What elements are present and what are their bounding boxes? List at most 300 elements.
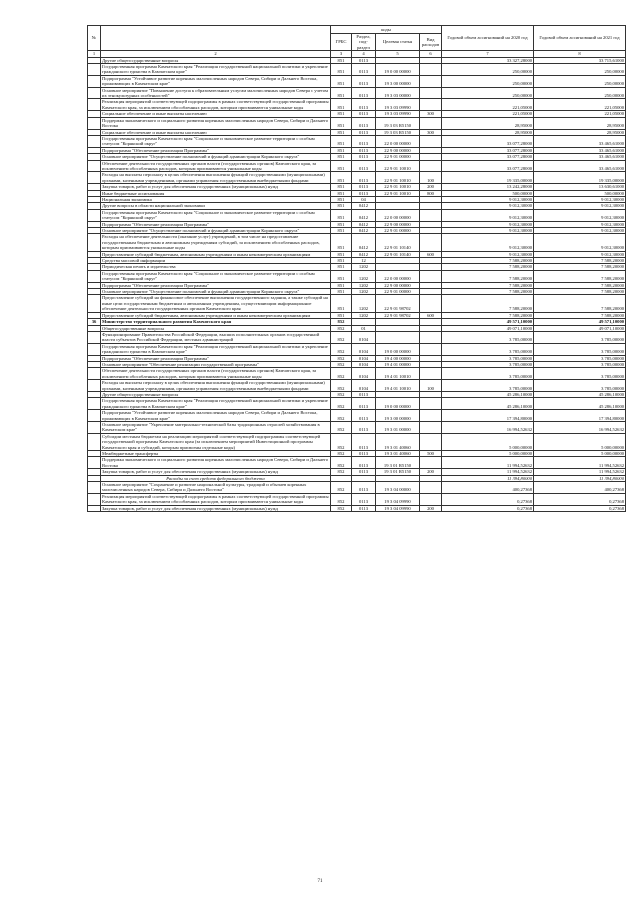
row-expense-type	[420, 87, 442, 99]
row-grbs: 851	[331, 203, 352, 209]
row-amount-2020: 5 000,00000	[442, 433, 534, 450]
row-amount-2021: 11 994,52632	[534, 457, 626, 469]
row-name: Государственная программа Камчатского края "Социальное и экономическое развитие территории с особым статусом "Корякский округ"	[101, 270, 331, 282]
row-target-article: 22 9 01 10010	[376, 190, 420, 196]
row-target-article: 19 4 00 00000	[376, 355, 420, 361]
table-row	[88, 422, 626, 434]
row-amount-2021: 221,05000	[534, 99, 626, 111]
row-grbs: 852	[331, 505, 352, 511]
row-amount-2020: 500,00000	[442, 190, 534, 196]
header-2021: Годовой объем ассигнований на 2021 год	[534, 26, 626, 51]
row-target-article: 22 0 00 00000	[376, 135, 420, 147]
row-number	[88, 482, 101, 494]
row-section: 1202	[352, 289, 376, 295]
row-target-article: 22 9 01 10010	[376, 160, 420, 172]
row-amount-2020: 33 077,28000	[442, 147, 534, 153]
row-grbs: 852	[331, 410, 352, 422]
row-amount-2020: 11 394,80000	[442, 475, 534, 481]
row-target-article: 19 3 01 R5150	[376, 469, 420, 475]
row-section: 0113	[352, 505, 376, 511]
table-row	[88, 160, 626, 172]
row-amount-2021: 9 012,30000	[534, 203, 626, 209]
row-section: 0113	[352, 117, 376, 129]
index-cell: 7	[442, 51, 534, 57]
row-amount-2020: 7 588,20000	[442, 264, 534, 270]
row-number	[88, 135, 101, 147]
row-name: Основное мероприятие "Укрепление материально-технической базы традиционных отраслей хозяйствования в Камчатском крае"	[101, 422, 331, 434]
row-expense-type	[420, 209, 442, 221]
row-amount-2020: 7 588,20000	[442, 282, 534, 288]
row-amount-2021: 33 465,61000	[534, 160, 626, 172]
table-row	[88, 482, 626, 494]
row-number	[88, 368, 101, 380]
row-amount-2021: 221,05000	[534, 111, 626, 117]
row-grbs: 852	[331, 422, 352, 434]
row-amount-2020: 9 012,30000	[442, 251, 534, 257]
row-number	[88, 75, 101, 87]
row-name: Другие общегосударственные вопросы	[101, 391, 331, 397]
row-amount-2021: 28,95000	[534, 129, 626, 135]
row-grbs: 851	[331, 295, 352, 312]
row-name: Расходы на обеспечение деятельности (оказание услуг) учреждений, в том числе на предоставление государственным бюджетным и автономным учреждениям субсидий, за исключением обособленных расходов, которым присваиваются уникальные коды	[101, 234, 331, 251]
row-expense-type	[420, 422, 442, 434]
row-name: Иные бюджетные ассигнования	[101, 190, 331, 196]
row-grbs: 851	[331, 190, 352, 196]
row-number	[88, 117, 101, 129]
row-section: 0113	[352, 64, 376, 76]
row-grbs: 851	[331, 270, 352, 282]
row-name: Предоставление субсидий на финансовое обеспечение выполнения государственного задания, а также субсидий на иные цели государственным бюджетным и автономным учреждениям, осуществляющим информационное обеспечение деятельности государственных органов Камчатского края	[101, 295, 331, 312]
row-target-article: 19 3 03 00000	[376, 87, 420, 99]
index-cell: 5	[376, 51, 420, 57]
row-name: Государственная программа Камчатского края "Социальное и экономическое развитие территории с особым статусом "Корякский округ"	[101, 135, 331, 147]
row-expense-type: 600	[420, 251, 442, 257]
row-section: 0113	[352, 99, 376, 111]
row-amount-2021: 49 071,10000	[534, 325, 626, 331]
row-section: 0113	[352, 129, 376, 135]
row-section: 0104	[352, 343, 376, 355]
row-amount-2020: 250,00000	[442, 87, 534, 99]
row-target-article	[376, 331, 420, 343]
row-section: 0113	[352, 154, 376, 160]
row-name: Подпрограмма "Обеспечение реализации Программы"	[101, 147, 331, 153]
row-section: 0104	[352, 380, 376, 392]
row-amount-2020: 7 588,20000	[442, 312, 534, 318]
row-target-article: 19 3 00 00000	[376, 75, 420, 87]
table-row	[88, 410, 626, 422]
row-number	[88, 410, 101, 422]
header-rzpr: Раздел, под-раздел	[352, 34, 376, 51]
row-section: 0113	[352, 184, 376, 190]
index-cell: 6	[420, 51, 442, 57]
row-grbs: 851	[331, 117, 352, 129]
row-expense-type	[420, 343, 442, 355]
row-name: Основное мероприятие "Осуществление полномочий и функций администрации Корякского округа"	[101, 289, 331, 295]
row-amount-2021: 19 335,00000	[534, 172, 626, 184]
row-name: Расходы на выплаты персоналу в целях обеспечения выполнения функций государственными (муниципальными) органами, казенными учреждениями, органами управления государственными внебюджетными фондами	[101, 172, 331, 184]
row-name: Закупка товаров, работ и услуг для обеспечения государственных (муниципальных) нужд	[101, 469, 331, 475]
row-name: Подпрограмма "Обеспечение реализации Программы"	[101, 221, 331, 227]
header-csr: Целевая статья	[376, 34, 420, 51]
header-num: №	[88, 26, 101, 51]
row-expense-type: 300	[420, 129, 442, 135]
row-name: Подпрограмма "Устойчивое развитие коренных малочисленных народов Севера, Сибири и Дальнего Востока, проживающих в Камчатском крае"	[101, 75, 331, 87]
table-body	[88, 57, 626, 511]
row-grbs: 851	[331, 147, 352, 153]
row-expense-type: 200	[420, 184, 442, 190]
row-target-article: 19 3 03 R5150	[376, 117, 420, 129]
row-target-article: 19 0 00 00000	[376, 343, 420, 355]
row-section: 0113	[352, 111, 376, 117]
row-amount-2021: 17 394,80000	[534, 410, 626, 422]
row-section: 0113	[352, 160, 376, 172]
row-grbs: 851	[331, 111, 352, 117]
row-section: 0113	[352, 172, 376, 184]
row-amount-2021: 49 571,10000	[534, 319, 626, 325]
row-grbs: 851	[331, 75, 352, 87]
row-target-article: 22 9 01 10010	[376, 172, 420, 184]
row-section: 0113	[352, 457, 376, 469]
row-target-article: 22 9 01 98702	[376, 295, 420, 312]
row-amount-2021: 16 994,52632	[534, 422, 626, 434]
row-amount-2020: 33 327,28000	[442, 57, 534, 63]
row-name: Социальное обеспечение и иные выплаты населению	[101, 129, 331, 135]
row-number	[88, 331, 101, 343]
row-name: Другие вопросы в области национальной экономики	[101, 203, 331, 209]
row-section: 0412	[352, 234, 376, 251]
row-name: Периодическая печать и издательства	[101, 264, 331, 270]
row-number: 36	[88, 319, 101, 325]
row-section: 04	[352, 196, 376, 202]
row-amount-2020: 9 012,30000	[442, 234, 534, 251]
row-amount-2020: 400,27368	[442, 482, 534, 494]
row-section: 0113	[352, 422, 376, 434]
table-row	[88, 343, 626, 355]
row-amount-2020: 3 785,00000	[442, 355, 534, 361]
table-row	[88, 135, 626, 147]
row-target-article: 19 4 01 10010	[376, 380, 420, 392]
row-amount-2021: 11 394,80000	[534, 475, 626, 481]
table-row	[88, 493, 626, 505]
row-grbs: 851	[331, 87, 352, 99]
header-grbs: ГРБС	[331, 34, 352, 51]
row-amount-2020: 3 785,00000	[442, 331, 534, 343]
row-amount-2020: 5 000,00000	[442, 451, 534, 457]
row-amount-2020: 16 994,52632	[442, 422, 534, 434]
table-row	[88, 117, 626, 129]
row-target-article: 19 3 03 R5150	[376, 129, 420, 135]
row-amount-2020: 9 012,30000	[442, 209, 534, 221]
row-section: 0104	[352, 368, 376, 380]
row-amount-2020: 0,27368	[442, 493, 534, 505]
row-expense-type	[420, 99, 442, 111]
row-grbs: 851	[331, 64, 352, 76]
row-amount-2020: 11 994,52632	[442, 469, 534, 475]
row-target-article: 22 0 00 00000	[376, 270, 420, 282]
row-number	[88, 433, 101, 450]
row-name: Расходы за счет средств федерального бюджета	[101, 475, 331, 481]
row-expense-type	[420, 482, 442, 494]
row-target-article: 19 4 01 00000	[376, 361, 420, 367]
table-row	[88, 75, 626, 87]
row-target-article: 22 9 01 10140	[376, 234, 420, 251]
row-target-article: 19 3 01 00000	[376, 422, 420, 434]
row-grbs: 851	[331, 209, 352, 221]
row-amount-2021: 5 000,00000	[534, 433, 626, 450]
row-number	[88, 160, 101, 172]
row-target-article: 22 9 01 00000	[376, 289, 420, 295]
row-amount-2021: 33 465,61000	[534, 135, 626, 147]
row-name: Социальное обеспечение и иные выплаты населению	[101, 111, 331, 117]
row-section: 0113	[352, 493, 376, 505]
row-number	[88, 234, 101, 251]
row-amount-2021: 250,00000	[534, 87, 626, 99]
row-target-article: 22 9 00 00000	[376, 147, 420, 153]
header-2020: Годовой объем ассигнований на 2020 год	[442, 26, 534, 51]
table-row	[88, 368, 626, 380]
row-amount-2021: 500,00000	[534, 190, 626, 196]
table-row	[88, 270, 626, 282]
row-section: 0113	[352, 147, 376, 153]
row-amount-2021: 7 588,20000	[534, 289, 626, 295]
row-section: 0113	[352, 482, 376, 494]
row-target-article: 19 3 04 09990	[376, 505, 420, 511]
row-name: Общегосударственные вопросы	[101, 325, 331, 331]
row-name: Подпрограмма "Обеспечение реализации Программы"	[101, 355, 331, 361]
row-amount-2021: 3 785,00000	[534, 368, 626, 380]
row-number	[88, 172, 101, 184]
row-amount-2020: 33 077,28000	[442, 135, 534, 147]
row-expense-type: 800	[420, 190, 442, 196]
row-name: Функционирование Правительства Российской Федерации, высших исполнительных органов государственной власти субъектов Российской Федерации, местных администраций	[101, 331, 331, 343]
row-amount-2020: 9 012,30000	[442, 221, 534, 227]
row-target-article: 19 3 04 00000	[376, 482, 420, 494]
row-name: Расходы на выплаты персоналу в целях обеспечения выполнения функций государственными (муниципальными) органами, казенными учреждениями, органами управления государственными внебюджетными фондами	[101, 380, 331, 392]
row-expense-type: 200	[420, 469, 442, 475]
index-cell: 8	[534, 51, 626, 57]
row-name: Подпрограмма "Устойчивое развитие коренных малочисленных народов Севера, Сибири и Дальнего Востока, проживающих в Камчатском крае"	[101, 410, 331, 422]
row-amount-2021: 3 785,00000	[534, 361, 626, 367]
row-expense-type	[420, 398, 442, 410]
row-amount-2021: 3 785,00000	[534, 380, 626, 392]
row-number	[88, 493, 101, 505]
row-amount-2021: 9 012,30000	[534, 209, 626, 221]
row-amount-2021: 9 012,30000	[534, 221, 626, 227]
row-grbs: 851	[331, 228, 352, 234]
row-name: Государственная программа Камчатского края "Реализация государственной национальной политики и укрепление гражданского единства в Камчатском крае"	[101, 343, 331, 355]
row-grbs: 851	[331, 234, 352, 251]
row-expense-type: 300	[420, 111, 442, 117]
row-amount-2021: 28,95000	[534, 117, 626, 129]
row-target-article: 19 0 00 00000	[376, 64, 420, 76]
table-row	[88, 433, 626, 450]
row-name: Основное мероприятие "Осуществление полномочий и функций администрации Корякского округа"	[101, 154, 331, 160]
row-grbs: 852	[331, 355, 352, 361]
row-number	[88, 270, 101, 282]
row-section: 0113	[352, 57, 376, 63]
table-row	[88, 380, 626, 392]
table-header	[88, 26, 626, 58]
row-amount-2020: 250,00000	[442, 75, 534, 87]
row-name: Реализация мероприятий соответствующей подпрограммы в рамках соответствующей государственной программы Камчатского края, за исключением обособленных расходов, которым присваиваются уникальные коды	[102, 99, 329, 110]
row-name: Обеспечение деятельности государственных органов власти (государственных органов) Камчатского края, за исключением обособленных расходов, которым присваиваются уникальные коды	[101, 160, 331, 172]
row-target-article: 22 9 01 00000	[376, 154, 420, 160]
row-grbs: 851	[331, 184, 352, 190]
header-vr: Вид расходов	[420, 34, 442, 51]
row-name: Государственная программа Камчатского края "Реализация государственной национальной политики и укрепление гражданского единства в Камчатском крае"	[101, 64, 331, 76]
row-section: 12	[352, 258, 376, 264]
row-grbs: 851	[331, 251, 352, 257]
table-row	[88, 234, 626, 251]
row-amount-2021: 9 012,30000	[534, 228, 626, 234]
row-expense-type	[420, 368, 442, 380]
row-target-article: 22 9 01 00000	[376, 228, 420, 234]
row-name: Основное мероприятие "Осуществление полномочий и функций администрации Корякского округа"	[101, 228, 331, 234]
row-amount-2021: 9 012,30000	[534, 196, 626, 202]
row-target-article: 19 3 01 40060	[376, 451, 420, 457]
row-name: Подпрограмма "Обеспечение реализации Программы"	[101, 282, 331, 288]
row-number	[88, 422, 101, 434]
row-amount-2020: 13 242,28000	[442, 184, 534, 190]
row-expense-type	[420, 75, 442, 87]
row-target-article: 22 9 01 10010	[376, 184, 420, 190]
row-amount-2021: 0,27368	[534, 505, 626, 511]
row-section: 0113	[352, 75, 376, 87]
row-target-article: 22 9 01 10140	[376, 251, 420, 257]
row-amount-2021: 33 715,61000	[534, 57, 626, 63]
row-amount-2020: 7 588,20000	[442, 289, 534, 295]
row-amount-2021: 9 012,30000	[534, 234, 626, 251]
row-section: 0113	[352, 469, 376, 475]
row-amount-2021: 7 588,20000	[534, 312, 626, 318]
table-row	[88, 64, 626, 76]
row-expense-type	[420, 457, 442, 469]
row-amount-2020: 49 571,10000	[442, 319, 534, 325]
row-name: Основное мероприятие "Обеспечение реализации государственной программы"	[101, 361, 331, 367]
row-amount-2020: 19 335,00000	[442, 172, 534, 184]
table-row	[88, 172, 626, 184]
row-amount-2021: 45 286,10000	[534, 398, 626, 410]
table-row	[88, 99, 626, 111]
row-amount-2021: 7 588,20000	[534, 295, 626, 312]
row-amount-2020: 45 286,10000	[442, 398, 534, 410]
row-amount-2020: 0,27368	[442, 505, 534, 511]
row-section: 01	[352, 325, 376, 331]
row-amount-2020: 3 785,00000	[442, 368, 534, 380]
row-expense-type	[420, 433, 442, 450]
row-section: 1202	[352, 264, 376, 270]
row-grbs: 852	[331, 433, 352, 450]
row-section: 0412	[352, 221, 376, 227]
row-name: Обеспечение деятельности государственных органов власти (государственных органов) Камчатского края, за исключением обособленных расходов, которым присваиваются уникальные коды	[101, 368, 331, 380]
row-name: Реализация мероприятий соответствующей подпрограммы в рамках соответствующей государственной программы Камчатского края, за исключением обособленных расходов, которым присваиваются уникальные коды	[102, 493, 329, 505]
row-amount-2021: 9 012,30000	[534, 251, 626, 257]
row-expense-type	[420, 135, 442, 147]
row-expense-type	[420, 270, 442, 282]
budget-table	[87, 25, 626, 512]
row-name: Национальная экономика	[101, 196, 331, 202]
row-section: 0113	[352, 451, 376, 457]
row-amount-2020: 7 588,20000	[442, 295, 534, 312]
row-number	[88, 398, 101, 410]
row-number	[88, 457, 101, 469]
row-target-article: 19 4 01 10010	[376, 368, 420, 380]
row-target-article: 19 3 03 09990	[376, 111, 420, 117]
row-name: Средства массовой информации	[101, 258, 331, 264]
row-amount-2020: 250,00000	[442, 64, 534, 76]
row-name: Основное мероприятие "Повышение доступа к образовательным услугам малочисленных народов Севера с учетом их этнокультурных особенностей"	[101, 87, 331, 99]
row-amount-2021: 33 465,61000	[534, 154, 626, 160]
row-grbs: 852	[331, 482, 352, 494]
row-grbs: 852	[331, 368, 352, 380]
row-amount-2020: 221,05000	[442, 111, 534, 117]
row-name: Основное мероприятие "Сохранение и развитие национальной культуры, традиций и обычаев коренных малочисленных народов Севера, Сибири и Дальнего Востока"	[101, 482, 331, 494]
row-expense-type: 100	[420, 172, 442, 184]
row-name: Предоставление субсидий бюджетным, автономным учреждениям и иным некоммерческим организациям	[101, 251, 331, 257]
row-grbs: 852	[331, 361, 352, 367]
row-section: 0412	[352, 228, 376, 234]
row-grbs: 851	[331, 160, 352, 172]
row-amount-2020: 49 071,10000	[442, 325, 534, 331]
row-grbs: 851	[331, 135, 352, 147]
row-amount-2021: 400,27368	[534, 482, 626, 494]
row-amount-2021: 3 785,00000	[534, 331, 626, 343]
row-target-article: 19 3 04 09990	[376, 493, 420, 505]
row-grbs: 851	[331, 129, 352, 135]
row-name: Закупка товаров, работ и услуг для обеспечения государственных (муниципальных) нужд	[101, 505, 331, 511]
row-section: 0113	[352, 87, 376, 99]
row-amount-2021: 33 465,61000	[534, 147, 626, 153]
row-expense-type	[420, 64, 442, 76]
table-row	[88, 457, 626, 469]
row-section: 0113	[352, 190, 376, 196]
row-grbs: 852	[331, 391, 352, 397]
row-grbs: 852	[331, 343, 352, 355]
row-grbs: 851	[331, 57, 352, 63]
row-name: Государственная программа Камчатского края "Реализация государственной национальной политики и укрепление гражданского единства в Камчатском крае"	[101, 398, 331, 410]
row-grbs: 852	[331, 331, 352, 343]
page-number: 71	[317, 879, 323, 884]
row-expense-type	[420, 117, 442, 129]
row-amount-2021: 3 785,00000	[534, 355, 626, 361]
index-cell: 4	[352, 51, 376, 57]
row-name: Предоставление субсидий бюджетным, автономным учреждениям и иным некоммерческим организациям	[101, 312, 331, 318]
row-grbs: 852	[331, 493, 352, 505]
row-grbs: 851	[331, 154, 352, 160]
row-section: 1202	[352, 270, 376, 282]
row-number	[88, 87, 101, 99]
row-amount-2020: 33 077,28000	[442, 160, 534, 172]
row-section: 0113	[352, 410, 376, 422]
row-amount-2020: 9 012,30000	[442, 196, 534, 202]
row-target-article: 19 3 01 R5150	[376, 457, 420, 469]
header-name	[101, 26, 331, 51]
row-expense-type	[420, 331, 442, 343]
row-grbs: 851	[331, 264, 352, 270]
row-number	[88, 64, 101, 76]
row-name: Государственная программа Камчатского края "Социальное и экономическое развитие территории с особым статусом "Корякский округ"	[101, 209, 331, 221]
row-amount-2021: 7 588,20000	[534, 258, 626, 264]
row-target-article: 22 9 01 98702	[376, 312, 420, 318]
row-amount-2021: 5 000,00000	[534, 451, 626, 457]
index-cell: 3	[331, 51, 352, 57]
row-section: 0113	[352, 398, 376, 410]
row-expense-type	[420, 160, 442, 172]
row-section: 0104	[352, 331, 376, 343]
row-section: 1202	[352, 295, 376, 312]
table-row	[88, 295, 626, 312]
row-number	[88, 505, 101, 511]
